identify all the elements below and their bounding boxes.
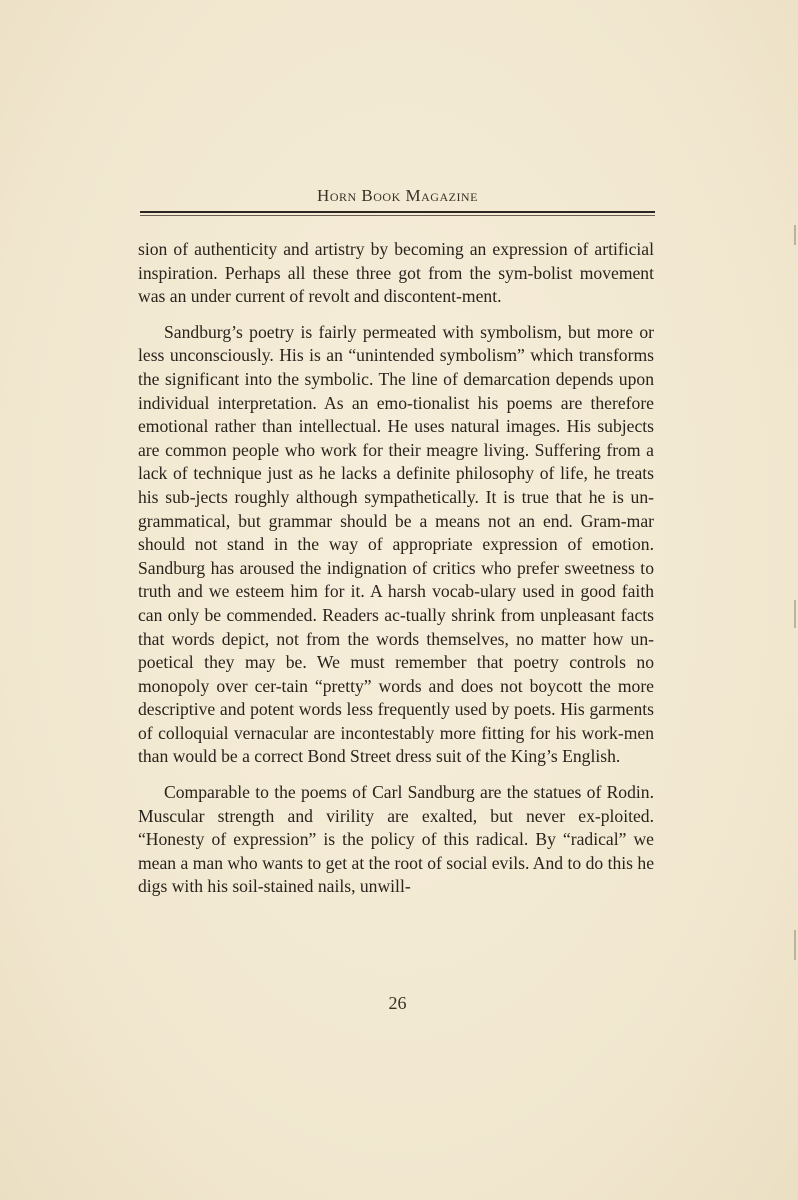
header-rule xyxy=(140,211,655,213)
page-edge-mark xyxy=(794,600,796,628)
page-edge-mark xyxy=(794,930,796,960)
header-rule-thin xyxy=(140,215,655,216)
running-head: Horn Book Magazine xyxy=(317,186,478,205)
paragraph-rodin-comparison: Comparable to the poems of Carl Sandburg are the statues of Rodin. Muscular strength and virility are exalted, but never ex-ploited. “Honesty of expression” is the policy of this radical. By “radical” we mean a man who wants to get at the root of social evils. And to do this he digs with his soil-stained nails, unwill- xyxy=(138,782,654,897)
body-text xyxy=(138,238,654,911)
page-number: 26 xyxy=(388,993,407,1013)
paragraph-continued: sion of authenticity and artistry by becoming an expression of artificial inspiration. Perhaps all these three got from the sym-bolist movement was an under current of revolt and discontent-ment. xyxy=(138,239,654,307)
page-edge-mark xyxy=(794,225,796,245)
paragraph-sandburg-symbolism: Sandburg’s poetry is fairly permeated with symbolism, but more or less unconsciously. His is an “unintended symbolism” which transforms the significant into the symbolic. The line of demarcation depends upon individual interpretation. As an emo-tionalist his poems are therefore emotional rather than intellectual. He uses natural images. His subjects are common people who work for their meagre living. Suffering from a lack of technique just as he lacks a definite philosophy of life, he treats his sub-jects roughly although sympathetically. It is true that he is un-grammatical, but grammar should be a means not an end. Gram-mar should not stand in the way of appropriate expression of emotion. Sandburg has aroused the indignation of critics who prefer sweetness to truth and we esteem him for it. A harsh vocab-ulary used in good faith can only be commended. Readers ac-tually shrink from unpleasant facts that words depict, not from the words themselves, no matter how un-poetical they may be. We must remember that poetry controls no monopoly over cer-tain “pretty” words and does not boycott the more descriptive and potent words less frequently used by poets. His garments of colloquial vernacular are incontestably more fitting for his work-men than would be a correct Bond Street dress suit of the King’s English. xyxy=(138,321,654,767)
